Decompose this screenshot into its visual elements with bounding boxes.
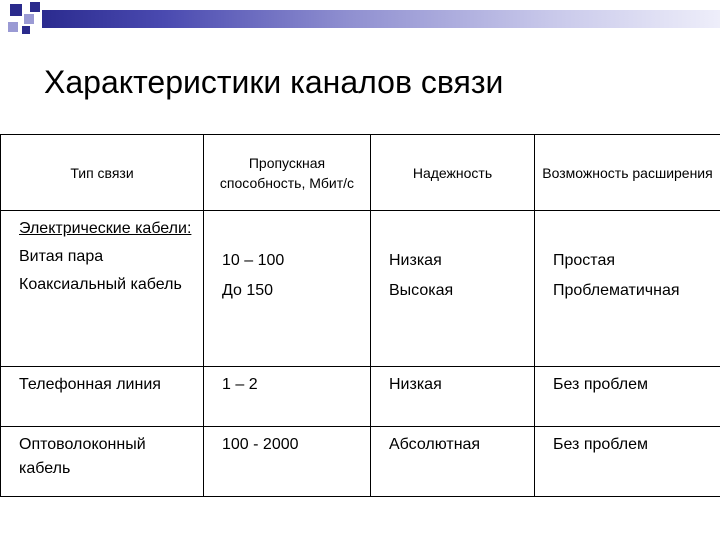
bandwidth-cell: 100 - 2000 [204,427,371,497]
decor-square [22,26,30,34]
reliability-value: Высокая [389,282,454,299]
expansion-value: Простая [553,252,616,269]
bandwidth-value: До 150 [222,282,274,299]
table-row [1,427,720,497]
type-cell: Телефонная линия [1,367,204,427]
bandwidth-cell [204,211,371,367]
reliability-cell: Низкая [371,367,535,427]
table-row [1,367,720,427]
decor-square [8,22,18,32]
expansion-cell [535,211,720,367]
category-label: Электрические кабели: [19,220,192,237]
bandwidth-cell: 1 – 2 [204,367,371,427]
decor-square [24,14,34,24]
table-row [1,211,720,367]
header-cell: Надежность [371,135,535,211]
bandwidth-value: 10 – 100 [222,252,285,269]
expansion-cell: Без проблем [535,427,720,497]
type-item: Витая пара [19,248,104,265]
header-cell: Возможность расширения [535,135,720,211]
decorative-header-band [0,0,720,40]
type-cell: Оптоволоконный кабель [1,427,204,497]
expansion-cell: Без проблем [535,367,720,427]
reliability-cell [371,211,535,367]
gradient-bar [42,10,720,28]
header-cell: Тип связи [1,135,204,211]
reliability-cell: Абсолютная [371,427,535,497]
decor-square [10,4,22,16]
channels-table [0,134,720,497]
type-item: Коаксиальный кабель [19,276,182,293]
page-title: Характеристики каналов связи [44,64,504,100]
decor-square [30,2,40,12]
table-header-row [1,135,720,211]
reliability-value: Низкая [389,252,442,269]
expansion-value: Проблематичная [553,282,680,299]
header-cell: Пропускная способность, Мбит/с [204,135,371,211]
type-cell [1,211,204,367]
